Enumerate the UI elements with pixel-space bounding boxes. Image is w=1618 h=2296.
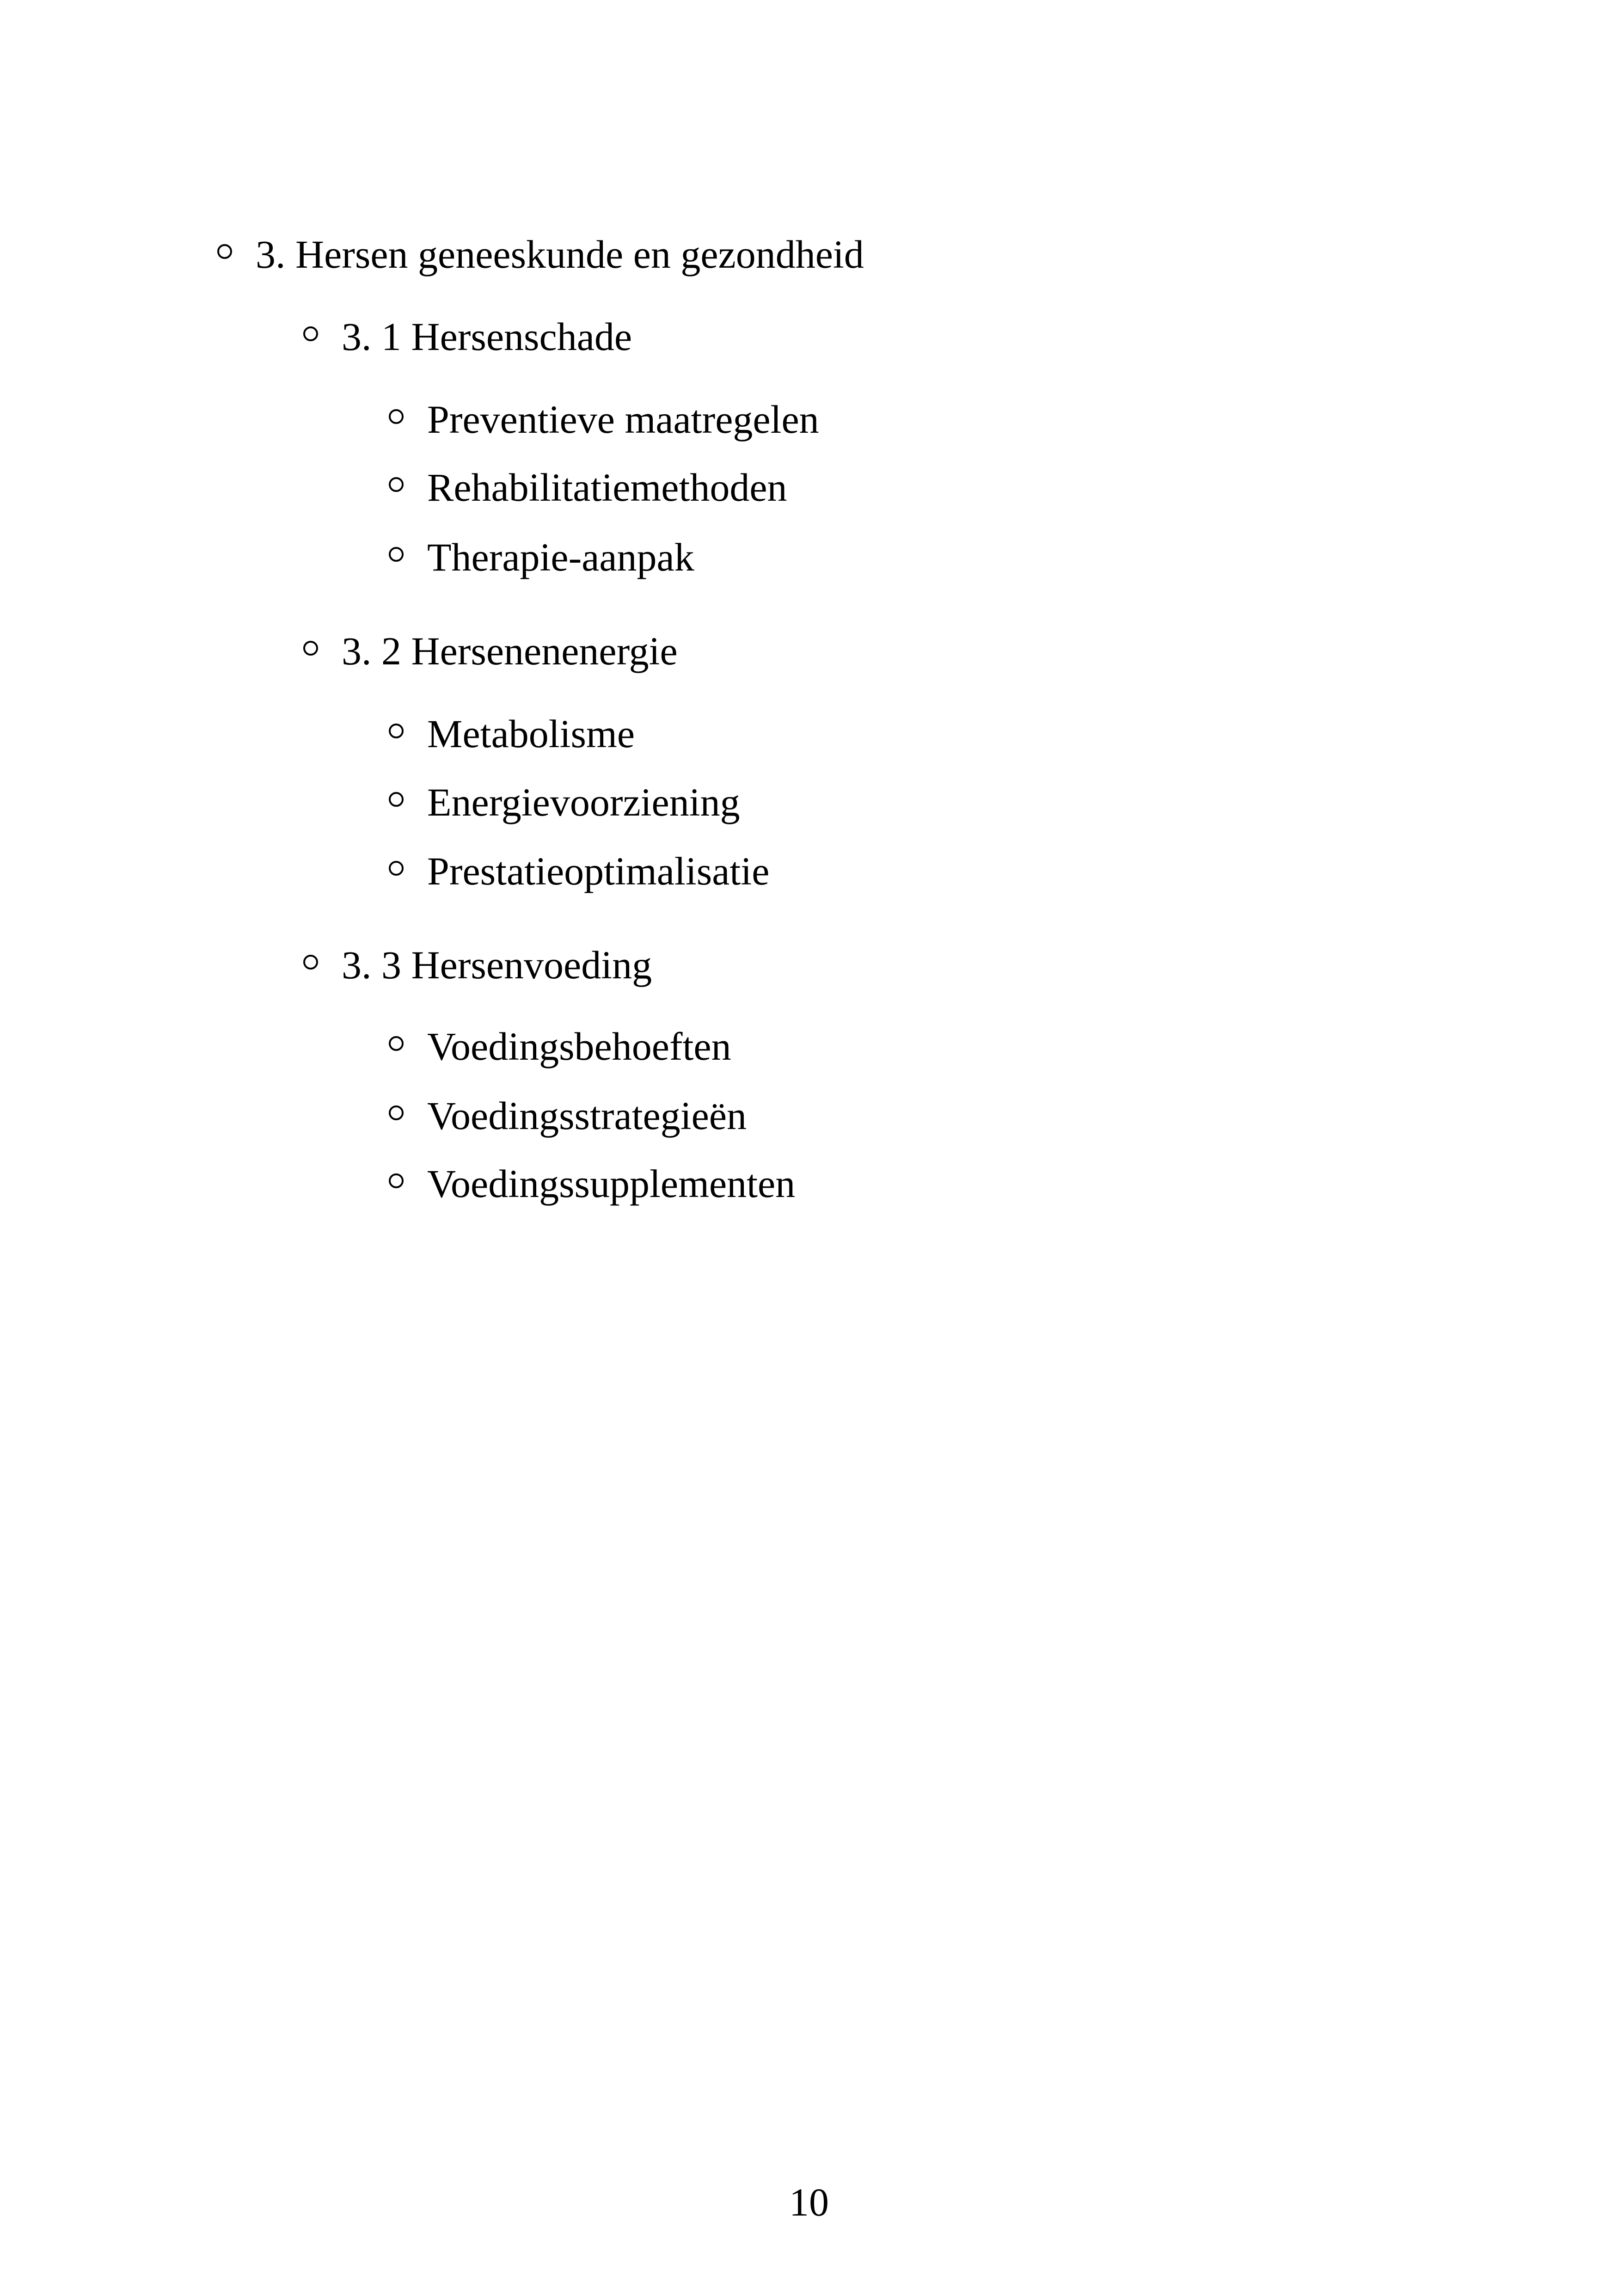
list-item: Voedingssupplementen [427, 1161, 796, 1206]
list-item: Rehabilitatiemethoden [427, 465, 787, 510]
bullet-circle-icon [217, 244, 232, 259]
bullet-circle-icon [389, 1105, 404, 1120]
section-title: 3. 2 Hersenenenergie [342, 629, 678, 673]
section-title: 3. 3 Hersenvoeding [342, 943, 652, 987]
list-item: Preventieve maatregelen [427, 397, 819, 442]
list-item: Voedingsstrategieën [427, 1093, 747, 1138]
page-number: 10 [789, 2180, 829, 2224]
bullet-circle-icon [389, 1173, 404, 1188]
list-item: Voedingsbehoeften [427, 1024, 731, 1068]
bullet-circle-icon [389, 547, 404, 562]
list-item: Metabolisme [427, 712, 635, 756]
bullet-circle-icon [389, 409, 404, 424]
outline-heading: 3. Hersen geneeskunde en gezondheid [256, 232, 864, 276]
bullet-circle-icon [303, 955, 318, 970]
list-item: Prestatieoptimalisatie [427, 849, 770, 893]
bullet-circle-icon [389, 1036, 404, 1051]
list-item: Energievoorziening [427, 780, 740, 824]
list-item: Therapie-aanpak [427, 535, 694, 579]
bullet-circle-icon [389, 861, 404, 876]
bullet-circle-icon [389, 792, 404, 807]
bullet-circle-icon [389, 724, 404, 738]
bullet-circle-icon [389, 477, 404, 492]
bullet-circle-icon [303, 326, 318, 341]
section-title: 3. 1 Hersenschade [342, 314, 632, 359]
bullet-circle-icon [303, 641, 318, 656]
